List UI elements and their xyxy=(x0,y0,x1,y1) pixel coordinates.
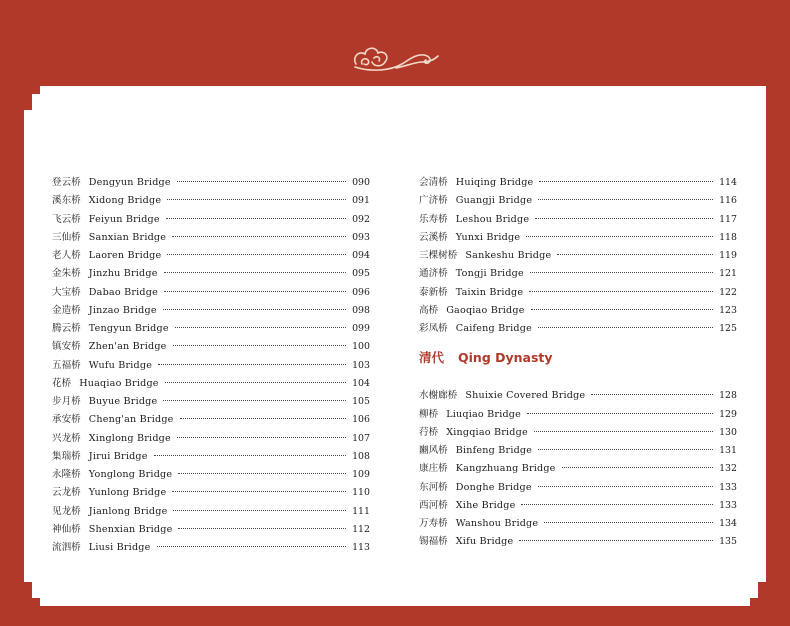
entry-page-number: 108 xyxy=(352,450,370,462)
toc-entry[interactable] xyxy=(52,521,370,539)
entry-chinese-name: 花桥 xyxy=(52,377,72,389)
entry-chinese-name: 神仙桥 xyxy=(52,523,81,535)
toc-entry[interactable] xyxy=(52,174,370,192)
toc-right-list-top xyxy=(419,174,737,338)
entry-page-number: 096 xyxy=(352,286,370,298)
entry-english-name: Shenxian Bridge xyxy=(88,523,173,535)
entry-english-name: Zhen'an Bridge xyxy=(88,341,167,353)
entry-english-name: Wufu Bridge xyxy=(88,359,153,371)
entry-chinese-name: 三仙桥 xyxy=(52,231,81,243)
entry-english-name: Caifeng Bridge xyxy=(455,323,532,334)
entry-page-number: 122 xyxy=(719,286,737,298)
entry-page-number: 114 xyxy=(719,177,737,188)
entry-english-name: Xinglong Bridge xyxy=(88,432,171,444)
entry-english-name: Gaoqiao Bridge xyxy=(446,304,525,316)
corner-step-bottom-left xyxy=(32,590,40,598)
toc-entry[interactable] xyxy=(419,247,737,265)
toc-entry[interactable] xyxy=(52,430,370,448)
entry-chinese-name: 锡福桥 xyxy=(419,536,448,548)
toc-entry[interactable] xyxy=(419,265,737,283)
dot-leader xyxy=(591,394,713,395)
dot-leader xyxy=(158,364,346,365)
toc-entry[interactable] xyxy=(52,448,370,466)
dot-leader xyxy=(180,418,347,419)
entry-chinese-name: 老人桥 xyxy=(52,250,81,261)
entry-page-number: 129 xyxy=(719,408,737,420)
dot-leader xyxy=(519,540,713,541)
entry-page-number: 123 xyxy=(719,304,737,316)
entry-english-name: Xihe Bridge xyxy=(455,499,516,511)
entry-chinese-name: 金朱桥 xyxy=(52,268,81,280)
dot-leader xyxy=(178,528,346,529)
entry-page-number: 117 xyxy=(719,213,737,225)
entry-page-number: 095 xyxy=(352,268,370,280)
entry-page-number: 133 xyxy=(719,481,737,493)
toc-entry[interactable] xyxy=(419,515,737,533)
entry-english-name: Buyue Bridge xyxy=(88,396,158,407)
toc-entry[interactable] xyxy=(52,466,370,484)
entry-page-number: 112 xyxy=(352,523,370,535)
entry-chinese-name: 腾云桥 xyxy=(52,323,81,334)
dot-leader xyxy=(172,236,346,237)
entry-english-name: Sanxian Bridge xyxy=(88,231,167,243)
toc-entry[interactable] xyxy=(419,320,737,338)
entry-english-name: Huiqing Bridge xyxy=(455,177,534,188)
corner-step-top-left-b xyxy=(24,102,32,110)
entry-chinese-name: 溪东桥 xyxy=(52,195,81,207)
entry-english-name: Liusi Bridge xyxy=(88,542,151,553)
toc-entry[interactable] xyxy=(419,302,737,320)
entry-page-number: 105 xyxy=(352,396,370,407)
entry-english-name: Jinzao Bridge xyxy=(88,304,157,316)
entry-chinese-name: 镇安桥 xyxy=(52,341,81,353)
entry-page-number: 098 xyxy=(352,304,370,316)
dot-leader xyxy=(172,491,346,492)
toc-left-list xyxy=(52,174,370,557)
entry-english-name: Leshou Bridge xyxy=(455,213,530,225)
section-heading-en: Qing Dynasty xyxy=(458,350,553,366)
entry-page-number: 109 xyxy=(352,469,370,480)
entry-english-name: Laoren Bridge xyxy=(88,250,162,261)
entry-chinese-name: 康庄桥 xyxy=(419,463,448,475)
entry-page-number: 132 xyxy=(719,463,737,475)
entry-page-number: 131 xyxy=(719,445,737,456)
cloud-ornament-icon xyxy=(350,42,440,76)
entry-page-number: 106 xyxy=(352,414,370,426)
entry-page-number: 121 xyxy=(719,268,737,280)
toc-entry[interactable] xyxy=(419,497,737,515)
toc-entry[interactable] xyxy=(52,539,370,557)
section-heading-qing xyxy=(419,348,737,376)
dot-leader xyxy=(165,382,346,383)
entry-english-name: Liuqiao Bridge xyxy=(446,408,522,420)
entry-english-name: Sankeshu Bridge xyxy=(465,250,552,261)
entry-chinese-name: 水榭廊桥 xyxy=(419,390,458,402)
toc-entry[interactable] xyxy=(52,211,370,229)
dot-leader xyxy=(173,345,347,346)
entry-english-name: Dengyun Bridge xyxy=(88,177,171,188)
toc-entry[interactable] xyxy=(52,247,370,265)
entry-chinese-name: 荇桥 xyxy=(419,426,439,438)
entry-chinese-name: 三棵树桥 xyxy=(419,250,458,261)
toc-entry[interactable] xyxy=(52,503,370,521)
entry-page-number: 090 xyxy=(352,177,370,188)
dot-leader xyxy=(166,218,346,219)
entry-english-name: Jianlong Bridge xyxy=(88,505,168,517)
toc-entry[interactable] xyxy=(52,302,370,320)
entry-page-number: 091 xyxy=(352,195,370,207)
entry-chinese-name: 云龙桥 xyxy=(52,487,81,499)
entry-page-number: 119 xyxy=(719,250,737,261)
toc-entry[interactable] xyxy=(52,192,370,210)
entry-chinese-name: 大宝桥 xyxy=(52,286,81,298)
entry-chinese-name: 万寿桥 xyxy=(419,518,448,529)
entry-english-name: Xidong Bridge xyxy=(88,195,162,207)
toc-entry[interactable] xyxy=(419,460,737,478)
entry-english-name: Wanshou Bridge xyxy=(455,518,539,529)
corner-step-bottom-right xyxy=(750,590,758,598)
entry-chinese-name: 泰新桥 xyxy=(419,286,448,298)
entry-english-name: Donghe Bridge xyxy=(455,481,532,493)
entry-page-number: 134 xyxy=(719,518,737,529)
dot-leader xyxy=(173,510,346,511)
entry-chinese-name: 流泗桥 xyxy=(52,542,81,553)
entry-page-number: 099 xyxy=(352,323,370,334)
entry-english-name: Xingqiao Bridge xyxy=(446,426,528,438)
dot-leader xyxy=(538,486,713,487)
entry-page-number: 116 xyxy=(719,195,737,207)
dot-leader xyxy=(530,272,713,273)
entry-english-name: Shuixie Covered Bridge xyxy=(465,390,586,402)
entry-chinese-name: 彩凤桥 xyxy=(419,323,448,334)
entry-chinese-name: 乐寿桥 xyxy=(419,213,448,225)
entry-chinese-name: 柳桥 xyxy=(419,408,439,420)
corner-step-bottom-right-b xyxy=(758,582,766,590)
toc-entry[interactable] xyxy=(419,211,737,229)
toc-entry[interactable] xyxy=(419,424,737,442)
entry-chinese-name: 兴龙桥 xyxy=(52,432,81,444)
toc-entry[interactable] xyxy=(52,284,370,302)
entry-chinese-name: 集瑞桥 xyxy=(52,450,81,462)
entry-english-name: Xifu Bridge xyxy=(455,536,514,548)
entry-page-number: 125 xyxy=(719,323,737,334)
entry-chinese-name: 五福桥 xyxy=(52,359,81,371)
toc-entry[interactable] xyxy=(52,338,370,356)
entry-chinese-name: 见龙桥 xyxy=(52,505,81,517)
entry-chinese-name: 永隆桥 xyxy=(52,469,81,480)
dot-leader xyxy=(539,181,713,182)
entry-english-name: Jirui Bridge xyxy=(88,450,148,462)
dot-leader xyxy=(163,400,346,401)
entry-page-number: 118 xyxy=(719,231,737,243)
entry-english-name: Yunxi Bridge xyxy=(455,231,521,243)
entry-page-number: 093 xyxy=(352,231,370,243)
entry-english-name: Yonglong Bridge xyxy=(88,469,173,480)
entry-page-number: 128 xyxy=(719,390,737,402)
dot-leader xyxy=(178,473,346,474)
entry-page-number: 107 xyxy=(352,432,370,444)
dot-leader xyxy=(538,449,713,450)
entry-page-number: 130 xyxy=(719,426,737,438)
entry-english-name: Cheng'an Bridge xyxy=(88,414,174,426)
dot-leader xyxy=(167,199,346,200)
dot-leader xyxy=(177,181,346,182)
toc-entry[interactable] xyxy=(419,174,737,192)
toc-entry[interactable] xyxy=(419,479,737,497)
entry-chinese-name: 金造桥 xyxy=(52,304,81,316)
dot-leader xyxy=(544,522,713,523)
dot-leader xyxy=(177,437,346,438)
toc-entry[interactable] xyxy=(52,411,370,429)
toc-entry[interactable] xyxy=(419,442,737,460)
entry-chinese-name: 登云桥 xyxy=(52,177,81,188)
dot-leader xyxy=(167,254,346,255)
entry-chinese-name: 西河桥 xyxy=(419,499,448,511)
corner-step-bottom-left-b xyxy=(24,582,32,590)
entry-page-number: 111 xyxy=(352,505,370,517)
entry-page-number: 113 xyxy=(352,542,370,553)
dot-leader xyxy=(526,236,713,237)
dot-leader xyxy=(531,309,714,310)
entry-page-number: 103 xyxy=(352,359,370,371)
toc-entry[interactable] xyxy=(419,284,737,302)
entry-english-name: Taixin Bridge xyxy=(455,286,524,298)
section-heading-zh: 清代 xyxy=(419,350,445,366)
dot-leader xyxy=(521,504,713,505)
dot-leader xyxy=(534,431,713,432)
entry-chinese-name: 会清桥 xyxy=(419,177,448,188)
corner-step-top-left xyxy=(32,94,40,102)
toc-entry[interactable] xyxy=(419,192,737,210)
dot-leader xyxy=(557,254,713,255)
entry-english-name: Guangji Bridge xyxy=(455,195,533,207)
toc-entry[interactable] xyxy=(52,484,370,502)
toc-entry[interactable] xyxy=(419,229,737,247)
entry-page-number: 094 xyxy=(352,250,370,261)
entry-english-name: Dabao Bridge xyxy=(88,286,158,298)
toc-right-column xyxy=(419,174,737,552)
toc-entry[interactable] xyxy=(419,406,737,424)
entry-chinese-name: 东河桥 xyxy=(419,481,448,493)
entry-page-number: 133 xyxy=(719,499,737,511)
entry-page-number: 135 xyxy=(719,536,737,548)
entry-chinese-name: 广济桥 xyxy=(419,195,448,207)
toc-entry[interactable] xyxy=(419,387,737,405)
entry-chinese-name: 云溪桥 xyxy=(419,231,448,243)
dot-leader xyxy=(175,327,346,328)
entry-english-name: Yunlong Bridge xyxy=(88,487,167,499)
dot-leader xyxy=(157,546,347,547)
dot-leader xyxy=(164,291,346,292)
dot-leader xyxy=(527,413,713,414)
entry-chinese-name: 通济桥 xyxy=(419,268,448,280)
entry-chinese-name: 步月桥 xyxy=(52,396,81,407)
entry-english-name: Tengyun Bridge xyxy=(88,323,169,334)
toc-entry[interactable] xyxy=(52,393,370,411)
toc-entry[interactable] xyxy=(52,229,370,247)
toc-entry[interactable] xyxy=(52,320,370,338)
entry-page-number: 110 xyxy=(352,487,370,499)
dot-leader xyxy=(538,199,713,200)
entry-english-name: Binfeng Bridge xyxy=(455,445,533,456)
entry-chinese-name: 豳风桥 xyxy=(419,445,448,456)
dot-leader xyxy=(538,327,713,328)
dot-leader xyxy=(535,218,713,219)
entry-chinese-name: 飞云桥 xyxy=(52,213,81,225)
entry-english-name: Feiyun Bridge xyxy=(88,213,160,225)
dot-leader xyxy=(154,455,346,456)
dot-leader xyxy=(163,309,346,310)
dot-leader xyxy=(529,291,713,292)
toc-entry[interactable] xyxy=(419,533,737,551)
entry-chinese-name: 高桥 xyxy=(419,304,439,316)
toc-left-column xyxy=(52,174,370,557)
entry-page-number: 104 xyxy=(352,377,370,389)
toc-right-list-bottom xyxy=(419,387,737,551)
entry-page-number: 092 xyxy=(352,213,370,225)
toc-entry[interactable] xyxy=(52,265,370,283)
entry-page-number: 100 xyxy=(352,341,370,353)
entry-english-name: Jinzhu Bridge xyxy=(88,268,158,280)
toc-entry[interactable] xyxy=(52,357,370,375)
toc-entry[interactable] xyxy=(52,375,370,393)
entry-english-name: Tongji Bridge xyxy=(455,268,524,280)
dot-leader xyxy=(562,467,714,468)
entry-chinese-name: 承安桥 xyxy=(52,414,81,426)
entry-english-name: Huaqiao Bridge xyxy=(79,377,159,389)
dot-leader xyxy=(164,272,346,273)
entry-english-name: Kangzhuang Bridge xyxy=(455,463,556,475)
